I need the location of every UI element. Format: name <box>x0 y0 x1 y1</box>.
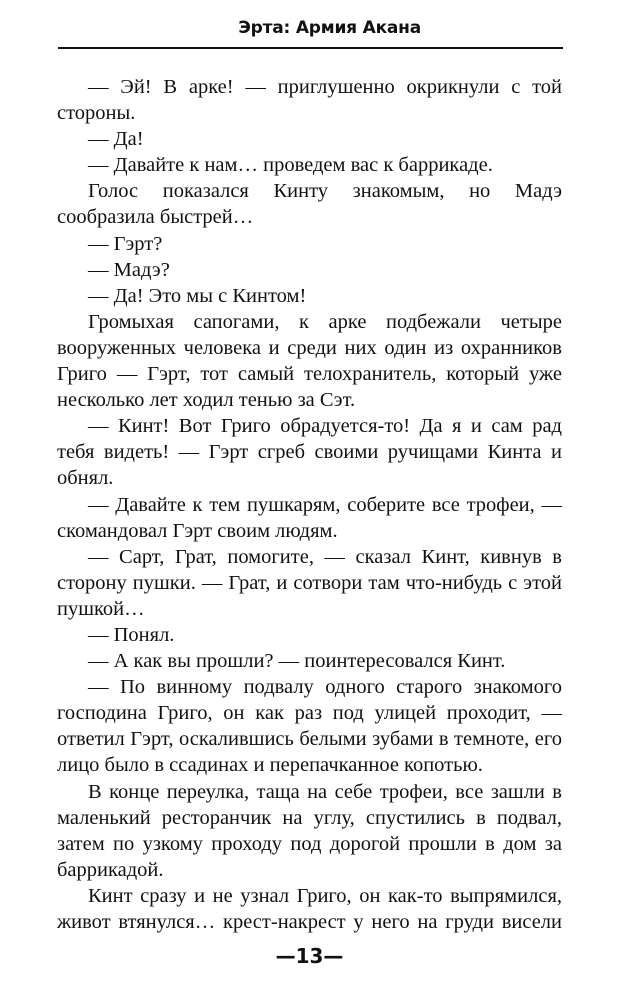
running-title: Эрта: Армия Акана <box>238 18 421 38</box>
page-body <box>57 74 562 935</box>
paragraph: — Да! Это мы с Кинтом! <box>88 284 307 307</box>
paragraph: Голос показался Кинту знакомым, но Мадэ сообразила быстрей… <box>57 180 562 229</box>
header-rule <box>58 47 563 49</box>
paragraph: — Кинт! Вот Григо обрадуется-то! Да я и сам рад тебя видеть! — Гэрт сгреб своими ручищами Кинта и обнял. <box>57 415 562 490</box>
page-number: —13— <box>275 944 344 968</box>
paragraph: — А как вы прошли? — поинтересовался Кинт. <box>88 650 506 673</box>
paragraph: Громыхая сапогами, к арке подбежали четыре вооруженных человека и среди них один из охранников Григо — Гэрт, тот самый телохранитель, который уже несколько лет ходил тенью за Сэт. <box>57 310 562 412</box>
paragraph: — Мадэ? <box>88 258 170 281</box>
paragraph: — Давайте к нам… проведем вас к баррикаде. <box>88 154 493 177</box>
paragraph: — Сарт, Грат, помогите, — сказал Кинт, кивнув в сторону пушки. — Грат, и сотвори там что-нибудь с этой пушкой… <box>57 545 562 620</box>
paragraph: — Гэрт? <box>88 232 163 255</box>
paragraph: — Давайте к тем пушкарям, соберите все трофеи, — скомандовал Гэрт своим людям. <box>57 493 562 542</box>
paragraph: — Да! <box>88 128 144 151</box>
paragraph: — Эй! В арке! — приглушенно окрикнули с той стороны. <box>57 76 562 125</box>
paragraph: — По винному подвалу одного старого знакомого господина Григо, он как раз под улицей проходит, — ответил Гэрт, оскалившись белыми зубами в темноте, его лицо было в ссадинах и перепачканное копотью. <box>57 676 562 777</box>
paragraph: В конце переулка, таща на себе трофеи, все зашли в маленький ресторанчик на углу, спустились в подвал, затем по узкому проходу под дорогой прошли в дом за баррикадой. <box>57 780 562 881</box>
paragraph: — Понял. <box>88 623 175 646</box>
paragraph: Кинт сразу и не узнал Григо, он как-то выпрямился, живот втянулся… крест-накрест у него на груди висели <box>57 884 562 933</box>
